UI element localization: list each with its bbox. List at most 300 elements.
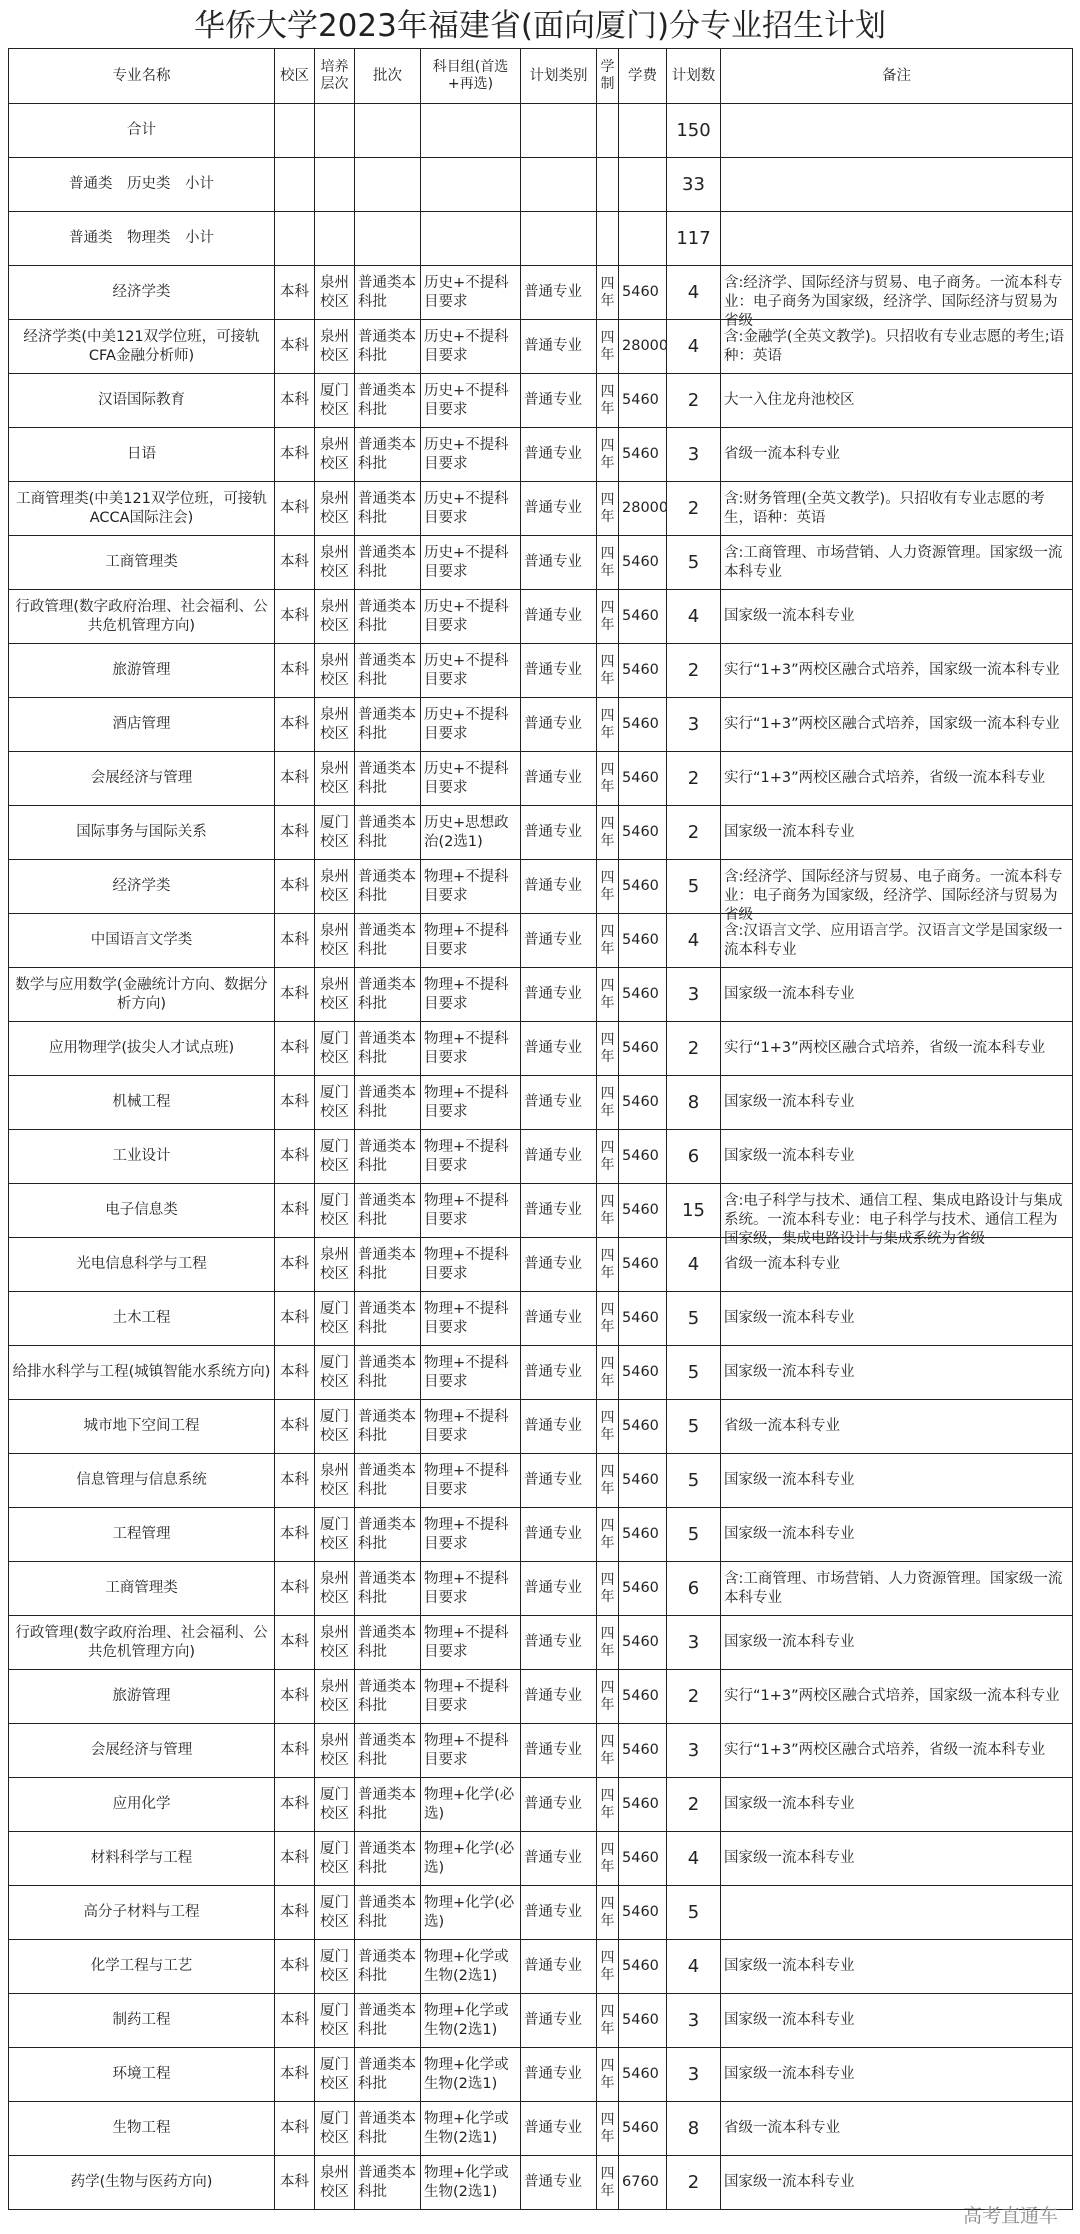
campus (315, 1454, 355, 1508)
plan-type (521, 1076, 597, 1130)
major-name-text: 机械工程 (112, 1094, 171, 1110)
note (721, 1778, 1073, 1832)
batch (355, 1022, 421, 1076)
duration-text: 四年 (600, 869, 615, 903)
campus-text: 泉州校区 (320, 706, 349, 742)
level-text: 本科 (280, 1742, 309, 1758)
table-row (9, 1994, 1073, 2048)
subject-requirement-text: 物理+化学或生物(2选1) (424, 2110, 509, 2146)
major-name-text: 生物工程 (112, 2120, 171, 2136)
duration-text: 四年 (600, 1355, 615, 1389)
tuition-fee-text: 5460 (622, 1364, 659, 1380)
campus (315, 1292, 355, 1346)
tuition-fee-text: 5460 (622, 1580, 659, 1596)
batch (355, 1832, 421, 1886)
batch-text: 普通类本科批 (358, 1300, 416, 1336)
batch-text: 普通类本科批 (358, 1462, 416, 1498)
note-text: 国家级一流本科专业 (724, 1310, 855, 1326)
plan-count (667, 860, 721, 914)
campus-text: 泉州校区 (320, 1246, 349, 1282)
level (275, 1292, 315, 1346)
plan-count-text: 4 (687, 1254, 700, 1275)
plan-type-text: 普通专业 (524, 392, 582, 408)
note (721, 1670, 1073, 1724)
subject-requirement-text: 物理+化学(必选) (424, 1786, 515, 1822)
batch (355, 644, 421, 698)
major-name (9, 428, 275, 482)
plan-type-text: 普通专业 (524, 662, 582, 678)
subject-requirement-text: 历史+不提科目要求 (424, 652, 509, 688)
subject-requirement (421, 1508, 521, 1562)
plan-type-text: 普通专业 (524, 1634, 582, 1650)
campus (315, 1238, 355, 1292)
batch-text: 普通类本科批 (358, 1084, 416, 1120)
campus-text: 泉州校区 (320, 652, 349, 688)
plan-type (521, 1670, 597, 1724)
subject-requirement-text: 历史+不提科目要求 (424, 490, 509, 526)
note-text: 实行“1+3”两校区融合式培养，国家级一流本科专业 (724, 1688, 1060, 1704)
plan-type-text: 普通专业 (524, 1418, 582, 1434)
note-text: 国家级一流本科专业 (724, 1472, 855, 1488)
duration-text: 四年 (600, 275, 615, 309)
subject-requirement (421, 968, 521, 1022)
batch-text: 普通类本科批 (358, 436, 416, 472)
plan-count (667, 1076, 721, 1130)
major-name (9, 2102, 275, 2156)
campus-text: 泉州校区 (320, 1624, 349, 1660)
tuition-fee-text: 5460 (622, 1148, 659, 1164)
plan-type (521, 1346, 597, 1400)
campus (315, 1130, 355, 1184)
plan-count (667, 1454, 721, 1508)
duration (597, 1022, 619, 1076)
note-text: 实行“1+3”两校区融合式培养，国家级一流本科专业 (724, 662, 1060, 678)
table-row (9, 698, 1073, 752)
note-text: 含:金融学(全英文教学)。只招收有专业志愿的考生;语种：英语 (724, 328, 1065, 364)
subject-requirement-text: 物理+不提科目要求 (424, 1354, 509, 1390)
major-name (9, 266, 275, 320)
level (275, 1886, 315, 1940)
table-row (9, 1184, 1073, 1238)
plan-count (667, 590, 721, 644)
plan-count (667, 752, 721, 806)
batch (355, 1076, 421, 1130)
note-text: 含:经济学、国际经济与贸易、电子商务。一流本科专业：电子商务为国家级，经济学、国际经济与贸易为省级 (724, 274, 1063, 329)
campus (315, 1724, 355, 1778)
plan-count (667, 1940, 721, 1994)
note (721, 1940, 1073, 1994)
level-text: 本科 (280, 1364, 309, 1380)
subject-requirement-text: 历史+不提科目要求 (424, 760, 509, 796)
table-row (9, 1292, 1073, 1346)
plan-type (521, 1724, 597, 1778)
plan-type (521, 1940, 597, 1994)
plan-type (521, 2156, 597, 2210)
summary-count: 33 (667, 158, 721, 212)
plan-count-text: 4 (687, 336, 700, 357)
note-text: 含:经济学、国际经济与贸易、电子商务。一流本科专业：电子商务为国家级，经济学、国际经济与贸易为省级 (724, 868, 1063, 923)
duration (597, 1832, 619, 1886)
level-text: 本科 (280, 1148, 309, 1164)
subject-requirement (421, 428, 521, 482)
batch-text: 普通类本科批 (358, 598, 416, 634)
table-row (9, 1778, 1073, 1832)
campus (315, 860, 355, 914)
plan-count-text: 2 (687, 1686, 700, 1707)
tuition-fee-text: 5460 (622, 1256, 659, 1272)
plan-count-text: 5 (687, 552, 700, 573)
subject-requirement-text: 物理+化学(必选) (424, 1840, 515, 1876)
batch-text: 普通类本科批 (358, 1894, 416, 1930)
subject-requirement-text: 历史+不提科目要求 (424, 706, 509, 742)
level-text: 本科 (280, 2174, 309, 2190)
campus-text: 泉州校区 (320, 1732, 349, 1768)
plan-type (521, 806, 597, 860)
duration-text: 四年 (600, 2003, 615, 2037)
batch (355, 1346, 421, 1400)
note-text: 实行“1+3”两校区融合式培养，省级一流本科专业 (724, 1742, 1046, 1758)
plan-type (521, 1616, 597, 1670)
header-plan-type: 计划类别 (521, 49, 597, 104)
plan-count (667, 1292, 721, 1346)
plan-type-text: 普通专业 (524, 338, 582, 354)
plan-count-text: 3 (687, 444, 700, 465)
tuition-fee (619, 428, 667, 482)
duration (597, 806, 619, 860)
level-text: 本科 (280, 770, 309, 786)
batch-text: 普通类本科批 (358, 1732, 416, 1768)
batch (355, 1508, 421, 1562)
major-name (9, 1022, 275, 1076)
table-row (9, 320, 1073, 374)
plan-type-text: 普通专业 (524, 1364, 582, 1380)
campus-text: 厦门校区 (320, 382, 349, 418)
tuition-fee-text: 5460 (622, 554, 659, 570)
plan-count-text: 2 (687, 2172, 700, 2193)
header-count: 计划数 (667, 49, 721, 104)
tuition-fee-text: 5460 (622, 1040, 659, 1056)
plan-type-text: 普通专业 (524, 500, 582, 516)
tuition-fee (619, 1346, 667, 1400)
major-name-text: 经济学类(中美121双学位班，可接轨CFA金融分析师) (23, 328, 260, 364)
subject-requirement-text: 物理+不提科目要求 (424, 1516, 509, 1552)
subject-requirement-text: 物理+不提科目要求 (424, 868, 509, 904)
duration (597, 2102, 619, 2156)
tuition-fee (619, 320, 667, 374)
plan-count (667, 2102, 721, 2156)
plan-count-text: 3 (687, 714, 700, 735)
tuition-fee (619, 1670, 667, 1724)
major-name-text: 信息管理与信息系统 (76, 1472, 207, 1488)
plan-type (521, 374, 597, 428)
plan-type (521, 644, 597, 698)
major-name-text: 工商管理类(中美121双学位班，可接轨ACCA国际注会) (16, 490, 267, 526)
table-row (9, 1724, 1073, 1778)
campus-text: 泉州校区 (320, 490, 349, 526)
campus (315, 1076, 355, 1130)
major-name (9, 1184, 275, 1238)
table-row (9, 806, 1073, 860)
subject-requirement-text: 历史+思想政治(2选1) (424, 814, 509, 850)
plan-count (667, 1022, 721, 1076)
major-name-text: 行政管理(数字政府治理、社会福利、公共危机管理方向) (15, 598, 268, 634)
major-name-text: 行政管理(数字政府治理、社会福利、公共危机管理方向) (15, 1624, 268, 1660)
plan-count (667, 1670, 721, 1724)
table-row (9, 2156, 1073, 2210)
plan-count-text: 4 (687, 930, 700, 951)
duration (597, 1454, 619, 1508)
duration (597, 1670, 619, 1724)
subject-requirement-text: 物理+不提科目要求 (424, 1408, 509, 1444)
plan-count-text: 5 (687, 1902, 700, 1923)
plan-count-text: 6 (687, 1578, 700, 1599)
tuition-fee-text: 5460 (622, 770, 659, 786)
tuition-fee-text: 5460 (622, 986, 659, 1002)
plan-type (521, 968, 597, 1022)
plan-type-text: 普通专业 (524, 2174, 582, 2190)
header-fee: 学费 (619, 49, 667, 104)
tuition-fee (619, 1616, 667, 1670)
plan-type-text: 普通专业 (524, 2066, 582, 2082)
duration (597, 1562, 619, 1616)
subject-requirement (421, 1724, 521, 1778)
major-name (9, 914, 275, 968)
header-note: 备注 (721, 49, 1073, 104)
plan-type-text: 普通专业 (524, 1688, 582, 1704)
major-name (9, 482, 275, 536)
table-row (9, 644, 1073, 698)
major-name-text: 光电信息科学与工程 (76, 1256, 207, 1272)
plan-count (667, 644, 721, 698)
note (721, 1184, 1073, 1247)
level-text: 本科 (280, 1796, 309, 1812)
duration (597, 1724, 619, 1778)
plan-count-text: 8 (687, 2118, 700, 2139)
subject-requirement (421, 914, 521, 968)
header-level: 培养层次 (315, 49, 355, 104)
subject-requirement (421, 1292, 521, 1346)
level (275, 1346, 315, 1400)
tuition-fee-text: 5460 (622, 716, 659, 732)
subject-requirement-text: 物理+不提科目要求 (424, 1300, 509, 1336)
subject-requirement (421, 860, 521, 914)
batch-text: 普通类本科批 (358, 1948, 416, 1984)
plan-type-text: 普通专业 (524, 2120, 582, 2136)
duration (597, 1292, 619, 1346)
plan-type-text: 普通专业 (524, 932, 582, 948)
subject-requirement-text: 物理+不提科目要求 (424, 1678, 509, 1714)
major-name (9, 320, 275, 374)
tuition-fee-text: 28000 (622, 338, 669, 354)
campus (315, 1940, 355, 1994)
level (275, 428, 315, 482)
subject-requirement (421, 1886, 521, 1940)
table-row (9, 2048, 1073, 2102)
summary-label: 普通类 物理类 小计 (9, 212, 275, 266)
tuition-fee (619, 1508, 667, 1562)
tuition-fee (619, 1994, 667, 2048)
level (275, 698, 315, 752)
subject-requirement-text: 物理+化学(必选) (424, 1894, 515, 1930)
level (275, 860, 315, 914)
subject-requirement (421, 1562, 521, 1616)
duration-text: 四年 (600, 1301, 615, 1335)
note-text: 国家级一流本科专业 (724, 1850, 855, 1866)
duration (597, 320, 619, 374)
batch-text: 普通类本科批 (358, 922, 416, 958)
major-name (9, 374, 275, 428)
table-row (9, 968, 1073, 1022)
note-text: 大一入住龙舟池校区 (724, 392, 855, 408)
subject-requirement-text: 物理+不提科目要求 (424, 1246, 509, 1282)
tuition-fee (619, 1562, 667, 1616)
note-text: 省级一流本科专业 (724, 1256, 840, 1272)
tuition-fee (619, 1940, 667, 1994)
major-name-text: 旅游管理 (112, 1688, 171, 1704)
campus-text: 泉州校区 (320, 868, 349, 904)
note-text: 国家级一流本科专业 (724, 1094, 855, 1110)
level (275, 914, 315, 968)
level-text: 本科 (280, 932, 309, 948)
major-name-text: 给排水科学与工程(城镇智能水系统方向) (12, 1364, 271, 1380)
plan-type (521, 1778, 597, 1832)
duration (597, 644, 619, 698)
plan-type (521, 482, 597, 536)
duration (597, 752, 619, 806)
table-row (9, 1562, 1073, 1616)
duration-text: 四年 (600, 2165, 615, 2199)
note-text: 国家级一流本科专业 (724, 1148, 855, 1164)
major-name-text: 城市地下空间工程 (83, 1418, 200, 1434)
level-text: 本科 (280, 986, 309, 1002)
plan-count-text: 5 (687, 1470, 700, 1491)
plan-type-text: 普通专业 (524, 878, 582, 894)
campus (315, 968, 355, 1022)
plan-count-text: 2 (687, 822, 700, 843)
plan-count-text: 4 (687, 1848, 700, 1869)
plan-count (667, 2048, 721, 2102)
plan-type-text: 普通专业 (524, 608, 582, 624)
campus (315, 1346, 355, 1400)
level-text: 本科 (280, 554, 309, 570)
major-name-text: 工商管理类 (105, 554, 178, 570)
major-name (9, 1238, 275, 1292)
batch (355, 1130, 421, 1184)
table-row (9, 1076, 1073, 1130)
tuition-fee (619, 374, 667, 428)
plan-count-text: 2 (687, 1038, 700, 1059)
plan-count-text: 3 (687, 984, 700, 1005)
major-name (9, 1292, 275, 1346)
plan-type (521, 698, 597, 752)
plan-type (521, 1400, 597, 1454)
plan-count (667, 806, 721, 860)
plan-count-text: 3 (687, 1632, 700, 1653)
plan-type-text: 普通专业 (524, 770, 582, 786)
table-row (9, 590, 1073, 644)
plan-count (667, 428, 721, 482)
level-text: 本科 (280, 338, 309, 354)
plan-type-text: 普通专业 (524, 1202, 582, 1218)
campus-text: 厦门校区 (320, 1894, 349, 1930)
batch (355, 860, 421, 914)
note-text: 国家级一流本科专业 (724, 1526, 855, 1542)
tuition-fee-text: 5460 (622, 824, 659, 840)
campus (315, 590, 355, 644)
level-text: 本科 (280, 1580, 309, 1596)
batch-text: 普通类本科批 (358, 1354, 416, 1390)
plan-count (667, 1562, 721, 1616)
batch (355, 1238, 421, 1292)
batch-text: 普通类本科批 (358, 814, 416, 850)
duration-text: 四年 (600, 707, 615, 741)
major-name (9, 752, 275, 806)
campus-text: 厦门校区 (320, 1300, 349, 1336)
batch-text: 普通类本科批 (358, 1138, 416, 1174)
note-text: 国家级一流本科专业 (724, 1364, 855, 1380)
note (721, 2048, 1073, 2102)
major-name-text: 药学(生物与医药方向) (70, 2174, 213, 2190)
duration (597, 2048, 619, 2102)
major-name (9, 1832, 275, 1886)
subject-requirement-text: 历史+不提科目要求 (424, 328, 509, 364)
campus (315, 1832, 355, 1886)
note (721, 752, 1073, 806)
subject-requirement (421, 482, 521, 536)
major-name (9, 1724, 275, 1778)
subject-requirement-text: 物理+不提科目要求 (424, 1138, 509, 1174)
header-years: 学制 (597, 49, 619, 104)
major-name (9, 1076, 275, 1130)
major-name (9, 590, 275, 644)
subject-requirement (421, 1832, 521, 1886)
tuition-fee-text: 5460 (622, 2066, 659, 2082)
subject-requirement (421, 1184, 521, 1238)
plan-type-text: 普通专业 (524, 1094, 582, 1110)
major-name (9, 1940, 275, 1994)
plan-type-text: 普通专业 (524, 1958, 582, 1974)
duration (597, 860, 619, 914)
summary-row-physics (9, 212, 1073, 266)
batch (355, 2156, 421, 2210)
campus (315, 2156, 355, 2210)
note (721, 428, 1073, 482)
campus-text: 厦门校区 (320, 1084, 349, 1120)
duration (597, 2156, 619, 2210)
plan-count (667, 2156, 721, 2210)
plan-count (667, 968, 721, 1022)
note-text: 含:电子科学与技术、通信工程、集成电路设计与集成系统。一流本科专业：电子科学与技术、通信工程为国家级，集成电路设计与集成系统为省级 (724, 1192, 1063, 1247)
plan-type (521, 1832, 597, 1886)
major-name (9, 1886, 275, 1940)
plan-count-text: 8 (687, 1092, 700, 1113)
duration-text: 四年 (600, 1625, 615, 1659)
level (275, 2156, 315, 2210)
summary-row-total (9, 104, 1073, 158)
subject-requirement (421, 644, 521, 698)
subject-requirement (421, 2102, 521, 2156)
note (721, 1130, 1073, 1184)
batch-text: 普通类本科批 (358, 1624, 416, 1660)
table-row (9, 1886, 1073, 1940)
level (275, 1562, 315, 1616)
level (275, 1994, 315, 2048)
duration-text: 四年 (600, 1571, 615, 1605)
batch (355, 1940, 421, 1994)
tuition-fee-text: 5460 (622, 1472, 659, 1488)
level (275, 806, 315, 860)
tuition-fee-text: 5460 (622, 1526, 659, 1542)
